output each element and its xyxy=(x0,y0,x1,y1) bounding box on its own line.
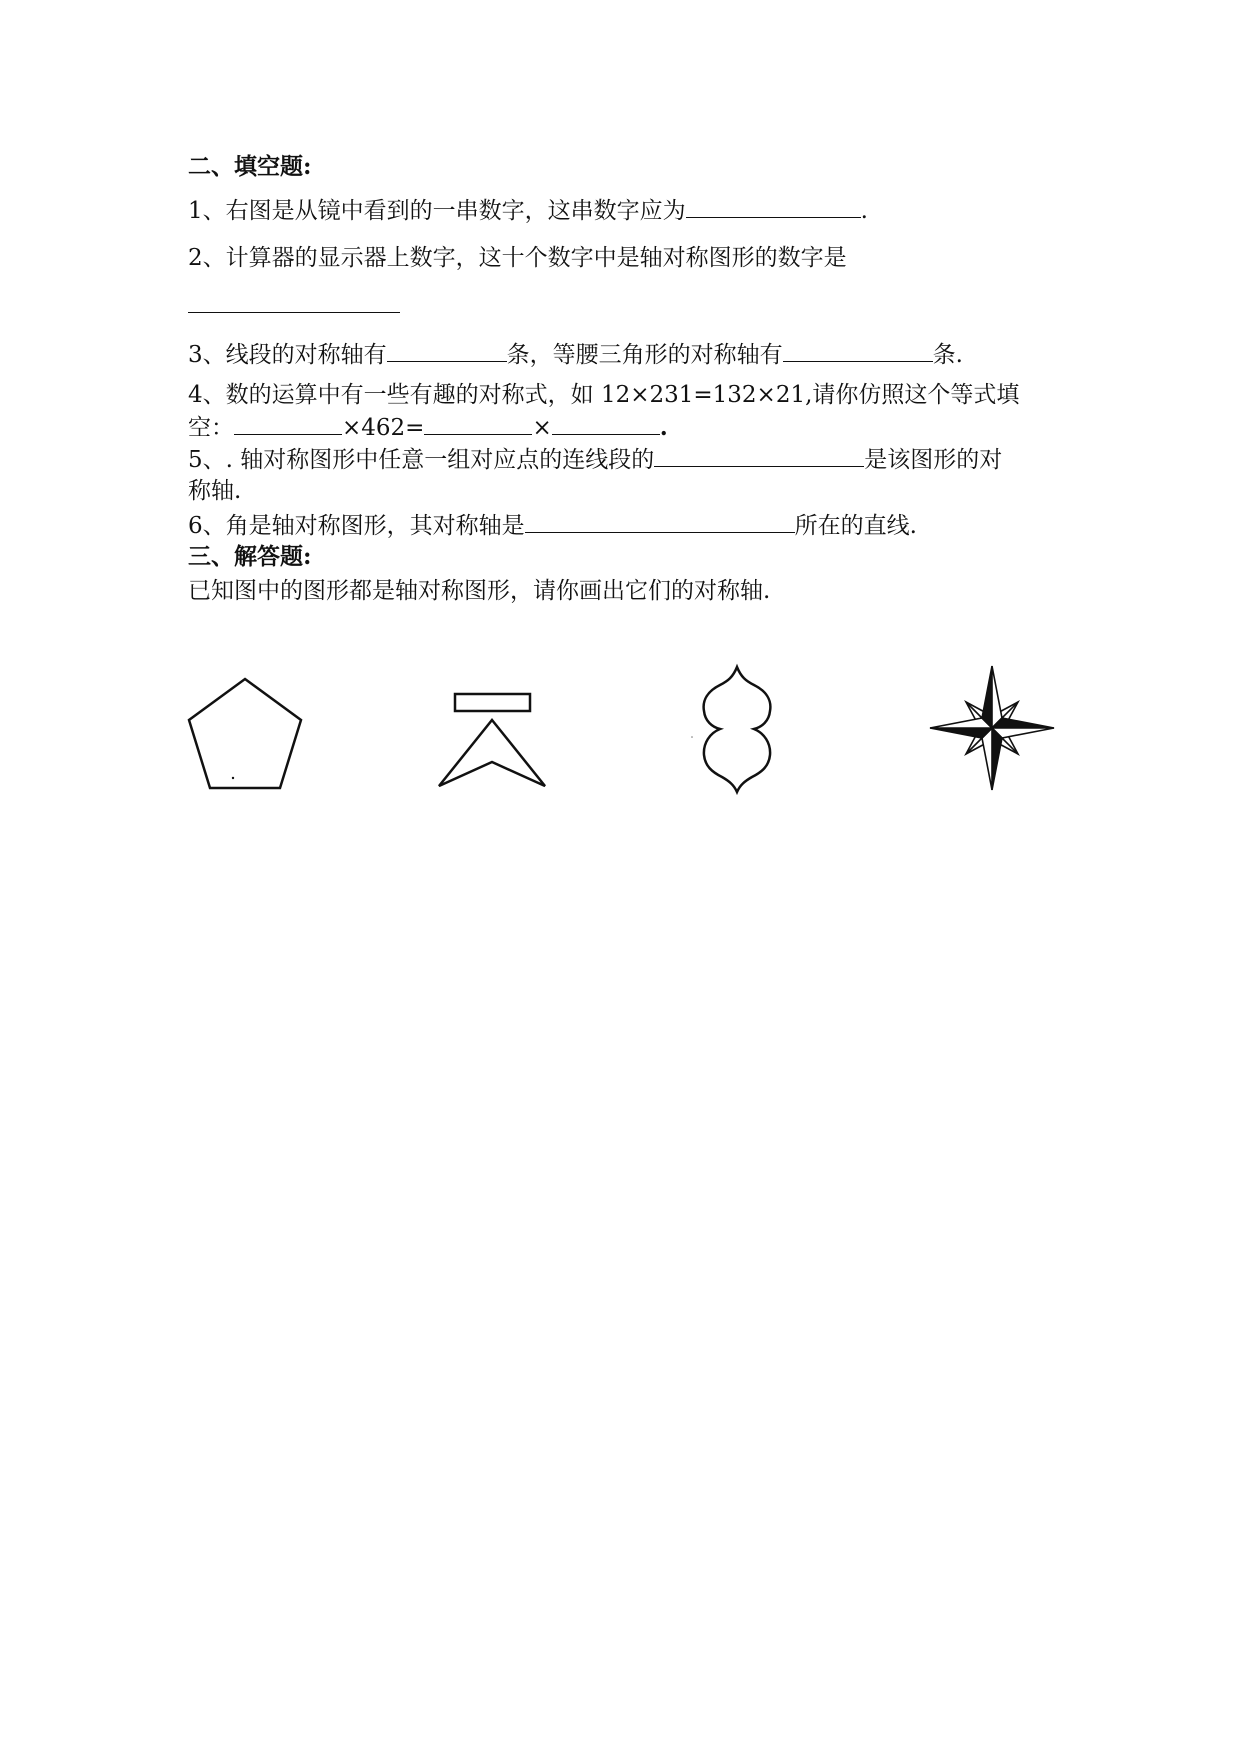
answer-blank-4a[interactable] xyxy=(234,412,342,435)
answer-blank-4b[interactable] xyxy=(424,412,532,435)
bar-chevron-figure[interactable] xyxy=(435,690,555,790)
answer-blank-3a[interactable] xyxy=(387,339,507,362)
question-4-line2: 空： ×462= × . xyxy=(188,414,668,441)
question-5-line1: 5、. 轴对称图形中任意一组对应点的连线段的 是该图形的对 xyxy=(188,444,1002,475)
question-1: 1、右图是从镜中看到的一串数字，这串数字应为 . xyxy=(188,195,868,226)
question-4-line1: 4、数的运算中有一些有趣的对称式，如 12×231=132×21,请你仿照这个等式填 xyxy=(188,382,1020,408)
section3-instruction: 已知图中的图形都是轴对称图形，请你画出它们的对称轴. xyxy=(188,578,771,604)
answer-blank-2[interactable] xyxy=(188,312,400,313)
answer-blank-5[interactable] xyxy=(654,444,864,467)
pentagon-figure[interactable] xyxy=(185,675,305,795)
answer-blank-6[interactable] xyxy=(525,510,795,533)
question-5-line2: 称轴. xyxy=(188,478,242,504)
section2-heading: 二、填空题: xyxy=(188,153,312,180)
question-2: 2、计算器的显示器上数字，这十个数字中是轴对称图形的数字是 xyxy=(188,245,847,271)
section3-heading: 三、解答题: xyxy=(188,543,312,570)
answer-blank-1[interactable] xyxy=(686,195,861,218)
double-arch-figure[interactable] xyxy=(700,665,775,795)
question-6: 6、角是轴对称图形，其对称轴是 所在的直线. xyxy=(188,510,917,541)
answer-blank-4c[interactable] xyxy=(552,412,660,435)
compass-star-figure[interactable] xyxy=(930,666,1055,791)
question-3: 3、线段的对称轴有 条，等腰三角形的对称轴有 条. xyxy=(188,339,963,370)
answer-blank-3b[interactable] xyxy=(783,339,933,362)
